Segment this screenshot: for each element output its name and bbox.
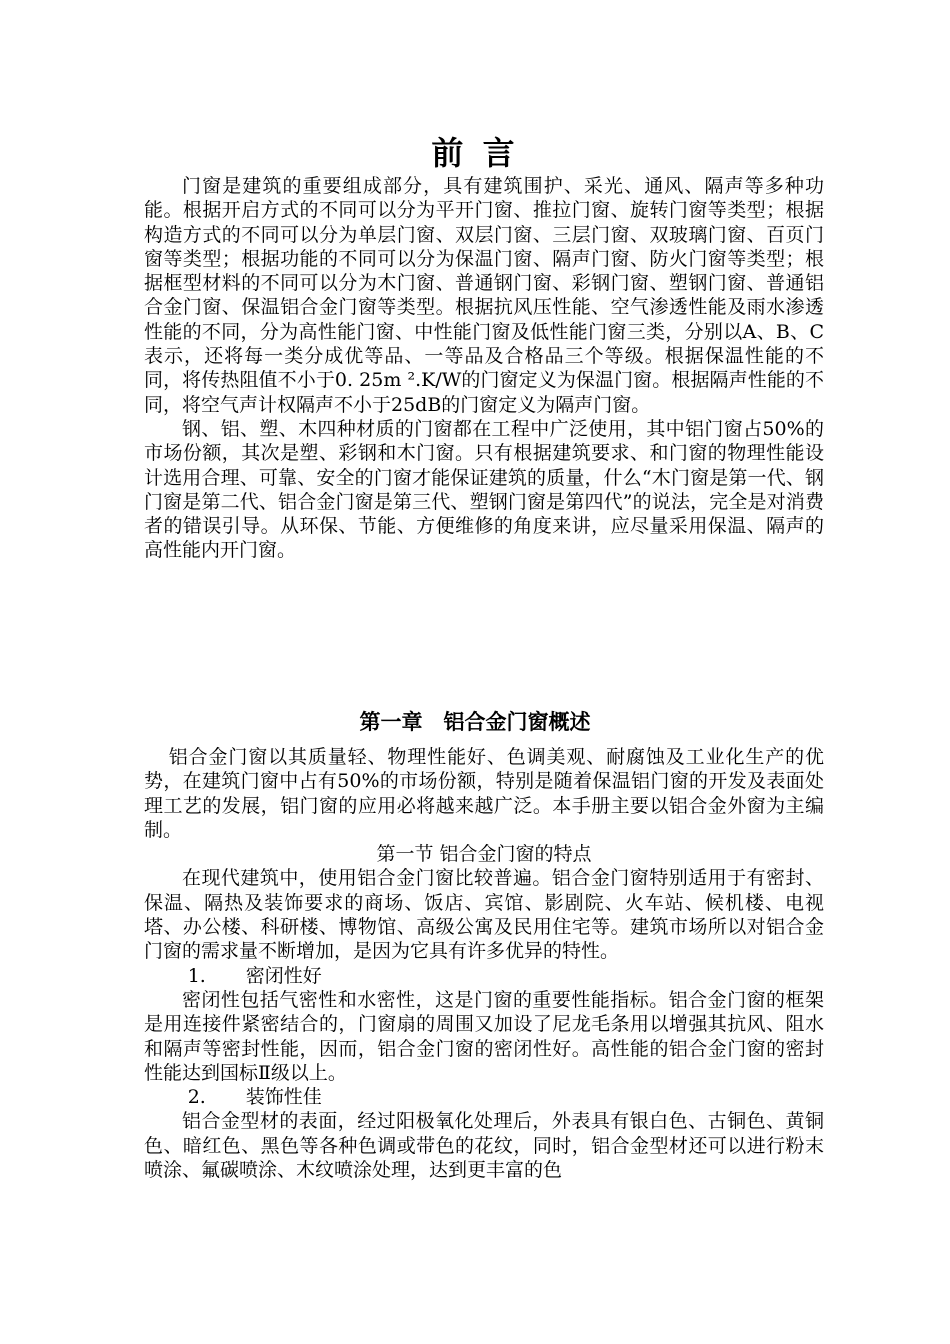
list-item-heading-2 xyxy=(144,1085,824,1109)
list-item-paragraph-1: 密闭性包括气密性和水密性，这是门窗的重要性能指标。铝合金门窗的框架是用连接件紧密结合的，门窗扇的周围又加设了尼龙毛条用以增强其抗风、阻水和隔声等密封性能，因而，铝合金门窗的密闭性好。高性能的铝合金门窗的密封性能达到国标Ⅱ级以上。 xyxy=(144,988,824,1084)
list-item-title: 密闭性好 xyxy=(245,964,322,987)
list-item-heading-1 xyxy=(144,964,824,988)
section-title: 第一节 铝合金门窗的特点 xyxy=(376,843,592,866)
chapter-title: 第一章 铝合金门窗概述 xyxy=(359,709,591,734)
preface-body xyxy=(144,174,824,563)
list-item-number: 1. xyxy=(187,964,206,987)
preface-paragraph-2: 钢、铝、塑、木四种材质的门窗都在工程中广泛使用，其中铝门窗占50%的市场份额，其次是塑、彩钢和木门窗。只有根据建筑要求、和门窗的物理性能设计选用合理、可靠、安全的门窗才能保证建筑的质量，什么“木门窗是第一代、钢门窗是第二代、铝合金门窗是第三代、塑钢门窗是第四代”的说法，完全是对消费者的错误引导。从环保、节能、方便维修的角度来讲，应尽量采用保温、隔声的高性能内开门窗。 xyxy=(144,417,824,562)
list-item-paragraph-2: 铝合金型材的表面，经过阳极氧化处理后，外表具有银白色、古铜色、黄铜色、暗红色、黑色等各种色调或带色的花纹，同时，铝合金型材还可以进行粉末喷涂、氟碳喷涂、木纹喷涂处理，达到更丰富的色 xyxy=(144,1110,824,1182)
list-item-title: 装饰性佳 xyxy=(245,1086,322,1109)
chapter-body xyxy=(144,745,824,1182)
list-item-number: 2. xyxy=(187,1086,206,1109)
section-intro-paragraph: 在现代建筑中，使用铝合金门窗比较普遍。铝合金门窗特别适用于有密封、保温、隔热及装饰要求的商场、饭店、宾馆、影剧院、火车站、候机楼、电视塔、办公楼、科研楼、博物馆、高级公寓及民用住宅等。建筑市场所以对铝合金门窗的需求量不断增加，是因为它具有许多优异的特性。 xyxy=(144,867,824,963)
chapter-intro-paragraph: 铝合金门窗以其质量轻、物理性能好、色调美观、耐腐蚀及工业化生产的优势，在建筑门窗中占有50%的市场份额，特别是随着保温铝门窗的开发及表面处理工艺的发展，铝门窗的应用必将越来越广泛。本手册主要以铝合金外窗为主编制。 xyxy=(144,746,824,841)
preface-title: 前 言 xyxy=(431,134,519,172)
preface-paragraph-1: 门窗是建筑的重要组成部分，具有建筑围护、采光、通风、隔声等多种功能。根据开启方式的不同可以分为平开门窗、推拉门窗、旋转门窗等类型；根据构造方式的不同可以分为单层门窗、双层门窗、三层门窗、双玻璃门窗、百页门窗等类型；根据功能的不同可以分为保温门窗、隔声门窗、防火门窗等类型；根据框型材料的不同可以分为木门窗、普通钢门窗、彩钢门窗、塑钢门窗、普通铝合金门窗、保温铝合金门窗等类型。根据抗风压性能、空气渗透性能及雨水渗透性能的不同，分为高性能门窗、中性能门窗及低性能门窗三类，分别以A、B、C表示，还将每一类分成优等品、一等品及合格品三个等级。根据保温性能的不同，将传热阻值不小于0. 25m ².K/W的门窗定义为保温门窗。根据隔声性能的不同，将空气声计权隔声不小于25dB的门窗定义为隔声门窗。 xyxy=(144,175,824,416)
